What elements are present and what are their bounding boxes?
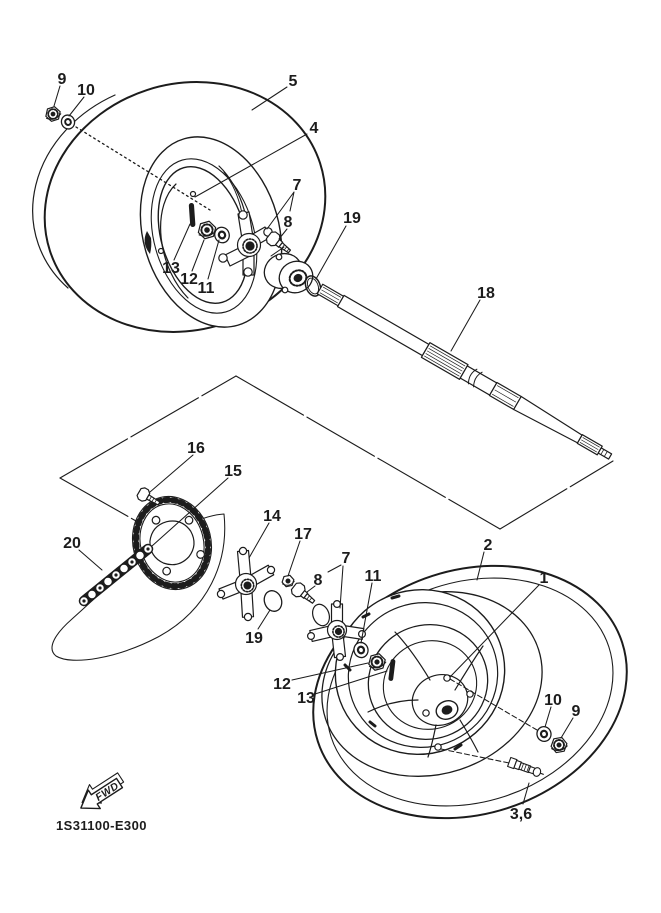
callout-14[interactable]: 14 — [263, 508, 281, 525]
callout-11-mid[interactable]: 11 — [364, 568, 382, 585]
callout-15[interactable]: 15 — [224, 463, 242, 480]
fwd-arrow-icon — [73, 768, 129, 817]
callout-18[interactable]: 18 — [477, 285, 495, 302]
callout-7-mid[interactable]: 7 — [341, 550, 351, 567]
callout-8-top[interactable]: 8 — [283, 214, 293, 231]
part-nut-mid-17 — [281, 575, 295, 588]
callout-9-top[interactable]: 9 — [57, 71, 67, 88]
part-nut-topleft — [44, 106, 62, 123]
callout-11-top[interactable]: 11 — [197, 280, 215, 297]
callout-12-top[interactable]: 12 — [180, 271, 198, 288]
part-washer-topleft — [59, 113, 76, 131]
callout-5[interactable]: 5 — [288, 73, 298, 90]
callout-10-bottom[interactable]: 10 — [544, 692, 562, 709]
callout-7-top[interactable]: 7 — [292, 177, 302, 194]
callout-8-mid[interactable]: 8 — [313, 572, 323, 589]
reference-plane-outline — [60, 376, 613, 530]
callout-17[interactable]: 17 — [294, 526, 312, 543]
part-disc-mid-19 — [261, 588, 284, 614]
callout-1[interactable]: 1 — [539, 570, 549, 587]
callout-20[interactable]: 20 — [63, 535, 81, 552]
part-sprocket — [123, 488, 221, 598]
callout-10-top[interactable]: 10 — [77, 82, 95, 99]
fwd-arrow-label: FWD — [93, 779, 122, 804]
callout-13-top[interactable]: 13 — [162, 260, 180, 277]
part-hub-carrier-mid — [217, 547, 274, 620]
callout-13-mid[interactable]: 13 — [297, 690, 315, 707]
part-axle-shaft — [316, 281, 615, 464]
callout-19-mid[interactable]: 19 — [245, 630, 263, 647]
callout-3-6[interactable]: 3,6 — [509, 806, 533, 823]
callout-4[interactable]: 4 — [309, 120, 319, 137]
callout-12-mid[interactable]: 12 — [273, 676, 291, 693]
callout-9-bottom[interactable]: 9 — [571, 703, 581, 720]
part-tire-rear-top — [12, 46, 358, 368]
drawing-code: 1S31100-E300 — [56, 818, 147, 833]
part-drive-chain — [80, 545, 153, 606]
callout-2[interactable]: 2 — [483, 537, 493, 554]
callout-19-top[interactable]: 19 — [343, 210, 361, 227]
callout-16[interactable]: 16 — [187, 440, 205, 457]
